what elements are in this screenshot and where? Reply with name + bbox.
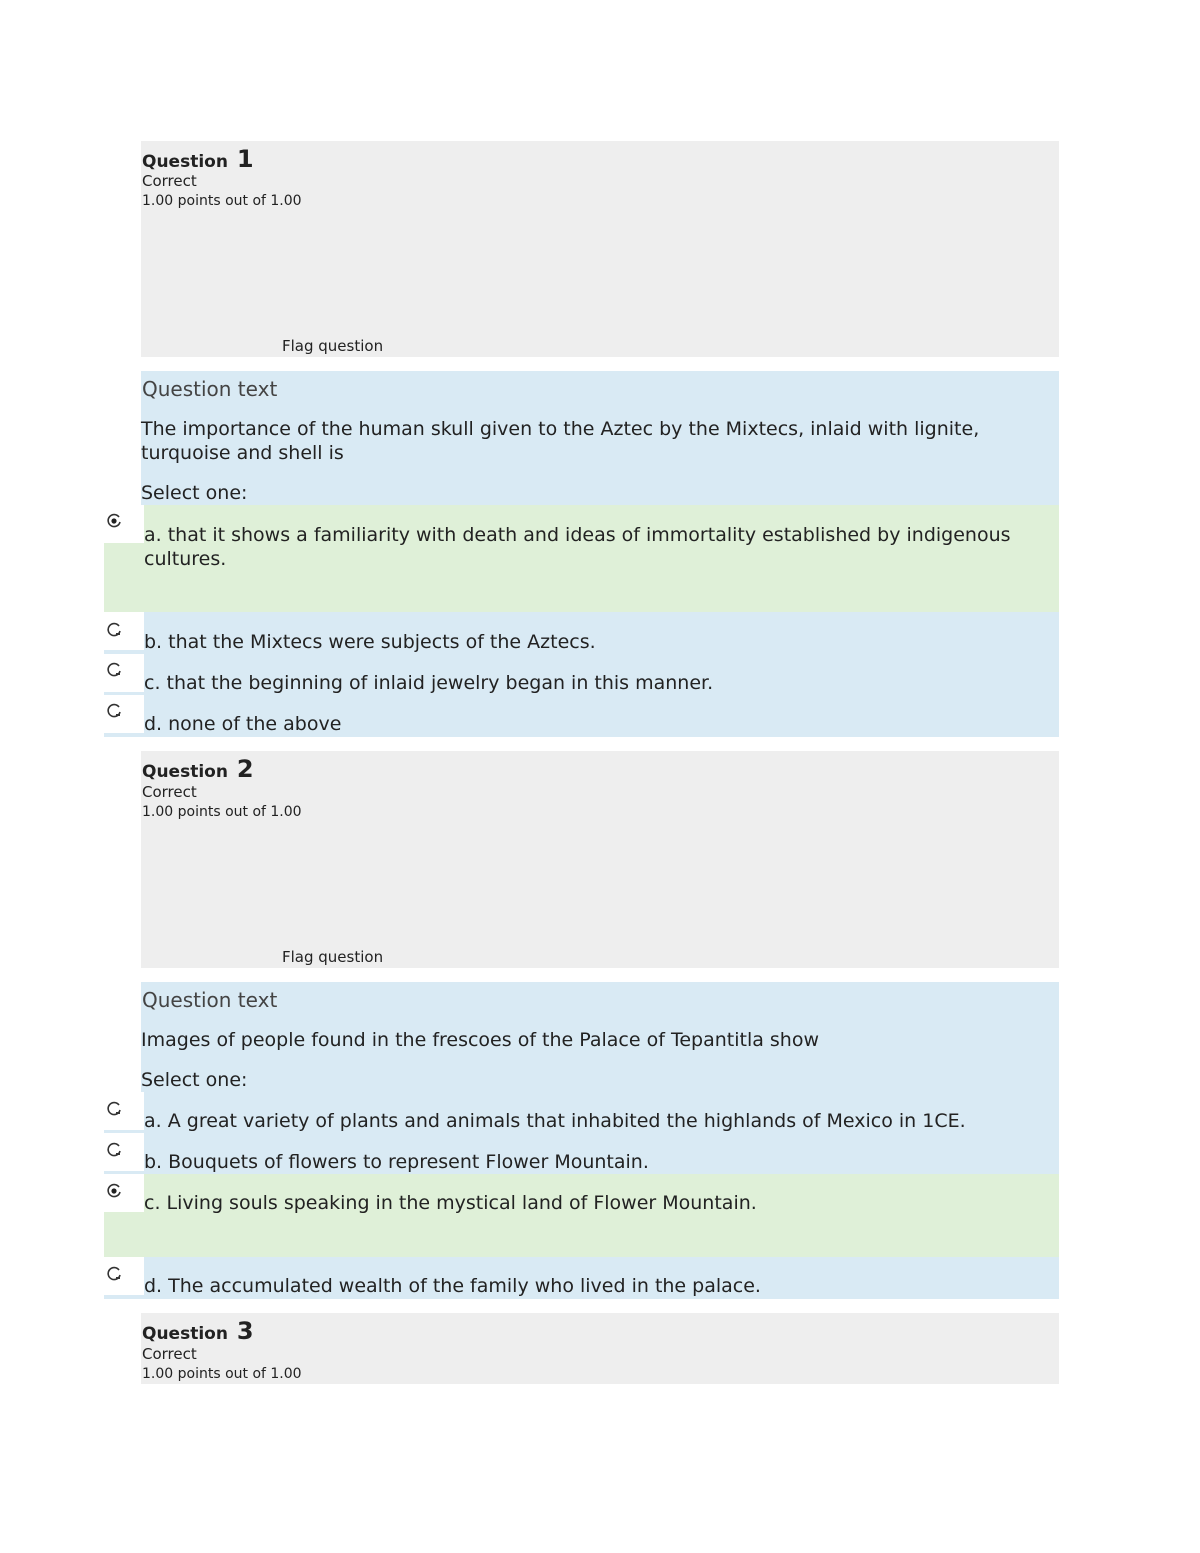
answer-label: c. Living souls speaking in the mystical land of Flower Mountain. [144,1192,757,1214]
answer-option-a[interactable] [104,1092,1059,1133]
question-heading-label: Question [142,762,228,782]
answer-option-d[interactable] [104,695,1059,737]
answer-option-b[interactable] [104,612,1059,654]
question-heading-label: Question [142,152,228,172]
question-grade: 1.00 points out of 1.00 [142,804,302,820]
radio-unselected-icon[interactable] [106,1266,122,1282]
question-number: 1 [236,145,254,173]
question-grade: 1.00 points out of 1.00 [142,1366,302,1382]
radio-selected-icon[interactable] [106,1183,122,1199]
answer-option-b[interactable] [104,1133,1059,1174]
question-grade: 1.00 points out of 1.00 [142,193,302,209]
question-number: 2 [236,755,254,783]
question-state: Correct [142,1345,197,1363]
question-prompt: Images of people found in the frescoes of the Palace of Tepantitla show [141,1029,820,1051]
answer-option-a[interactable] [104,505,1059,612]
radio-unselected-icon[interactable] [106,662,122,678]
question-1-formulation [141,371,1059,505]
flag-question-link[interactable]: Flag question [282,337,384,355]
select-one-label: Select one: [141,1069,248,1091]
question-prompt: The importance of the human skull given to the Aztec by the Mixtecs, inlaid with lignite, turquoise and shell is [141,418,980,464]
answer-label: a. A great variety of plants and animals that inhabited the highlands of Mexico in 1CE. [144,1110,966,1132]
radio-unselected-icon[interactable] [106,703,122,719]
question-text-title: Question text [142,377,278,401]
question-heading-label: Question [142,1324,228,1344]
question-2-formulation [141,982,1059,1092]
question-1-heading [142,145,254,173]
radio-unselected-icon[interactable] [106,622,122,638]
question-3-info [141,1313,1059,1384]
radio-unselected-icon[interactable] [106,1101,122,1117]
answer-label: b. Bouquets of flowers to represent Flower Mountain. [144,1151,649,1173]
radio-selected-icon[interactable] [106,513,122,529]
answer-label: a. that it shows a familiarity with death and ideas of immortality established by indigenous cultures. [144,524,1011,570]
answer-label: d. none of the above [144,713,342,735]
answer-label: c. that the beginning of inlaid jewelry began in this manner. [144,672,714,694]
answer-option-d[interactable] [104,1257,1059,1299]
question-number: 3 [236,1317,254,1345]
question-2-heading [142,755,254,783]
answer-label: b. that the Mixtecs were subjects of the Aztecs. [144,631,596,653]
answer-option-c[interactable] [104,654,1059,695]
flag-question-link[interactable]: Flag question [282,948,384,966]
radio-unselected-icon[interactable] [106,1142,122,1158]
question-text-title: Question text [142,988,278,1012]
answer-label: d. The accumulated wealth of the family who lived in the palace. [144,1275,761,1297]
select-one-label: Select one: [141,482,248,504]
question-1-info [141,141,1059,357]
answer-option-c[interactable] [104,1174,1059,1257]
question-state: Correct [142,783,197,801]
question-3-heading [142,1317,254,1345]
question-state: Correct [142,172,197,190]
question-2-info [141,751,1059,968]
